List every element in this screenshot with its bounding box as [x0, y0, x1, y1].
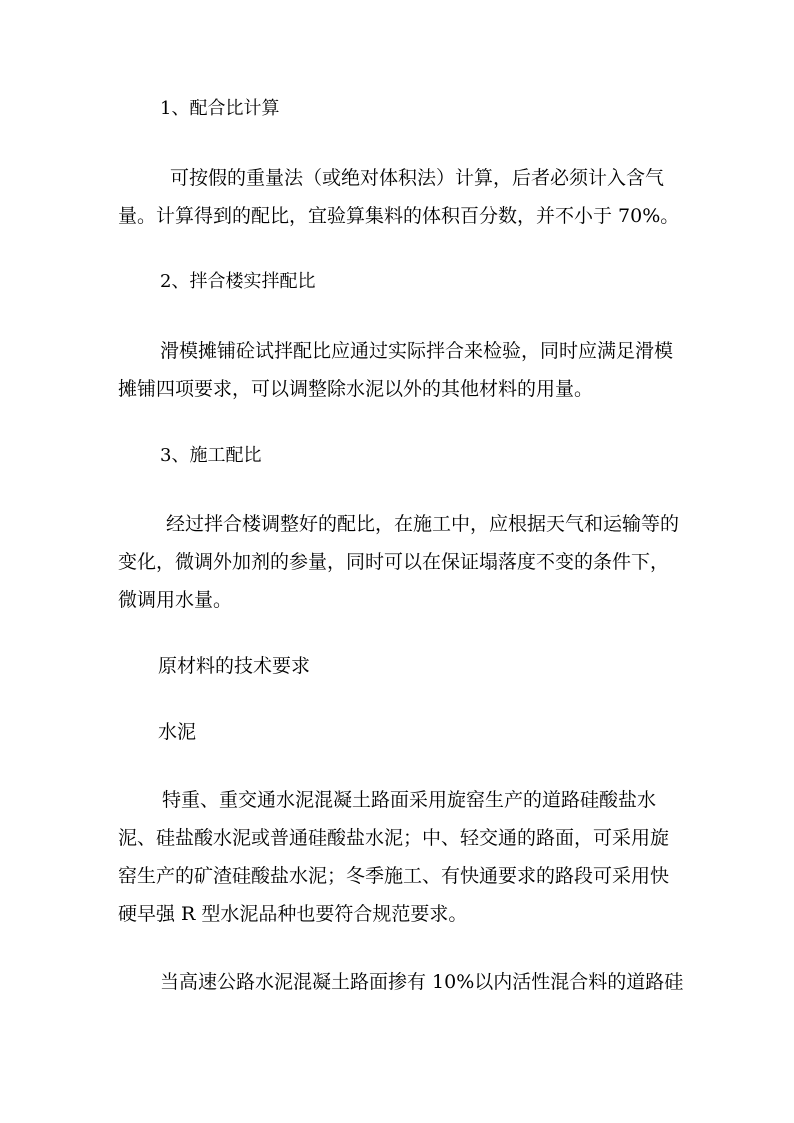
highway-paragraph-line-1: 当高速公路水泥混凝土路面掺有 10%以内活性混合料的道路硅 [160, 971, 684, 993]
section3-heading: 3、施工配比 [160, 445, 262, 466]
cement-paragraph-line-2: 泥、硅盐酸水泥或普通硅酸盐水泥；中、轻交通的路面，可采用旋 [118, 827, 670, 849]
section2-paragraph-line-2: 摊铺四项要求，可以调整除水泥以外的其他材料的用量。 [118, 378, 594, 400]
raw-materials-heading: 原材料的技术要求 [158, 655, 311, 677]
section2-heading: 2、拌合楼实拌配比 [160, 271, 316, 292]
section3-paragraph-line-2: 变化，微调外加剂的参量，同时可以在保证塌落度不变的条件下， [118, 551, 670, 573]
cement-heading: 水泥 [158, 721, 197, 743]
section1-heading: 1、配合比计算 [160, 98, 280, 119]
cement-paragraph-line-4: 硬早强 R 型水泥品种也要符合规范要求。 [118, 903, 468, 925]
section3-paragraph-line-1: 经过拌合楼调整好的配比，在施工中，应根据天气和运输等的 [166, 513, 680, 535]
section1-paragraph-line-2: 量。计算得到的配比，宜验算集料的体积百分数，并不小于 70%。 [118, 205, 680, 227]
section1-paragraph-line-1: 可按假的重量法（或绝对体积法）计算，后者必须计入含气 [170, 167, 665, 189]
cement-paragraph-line-3: 窑生产的矿渣硅酸盐水泥；冬季施工、有快通要求的路段可采用快 [118, 865, 670, 887]
section3-paragraph-line-3: 微调用水量。 [118, 589, 233, 611]
cement-paragraph-line-1: 特重、重交通水泥混凝土路面采用旋窑生产的道路硅酸盐水 [162, 789, 657, 811]
section2-paragraph-line-1: 滑模摊铺砼试拌配比应通过实际拌合来检验，同时应满足滑模 [160, 340, 674, 362]
